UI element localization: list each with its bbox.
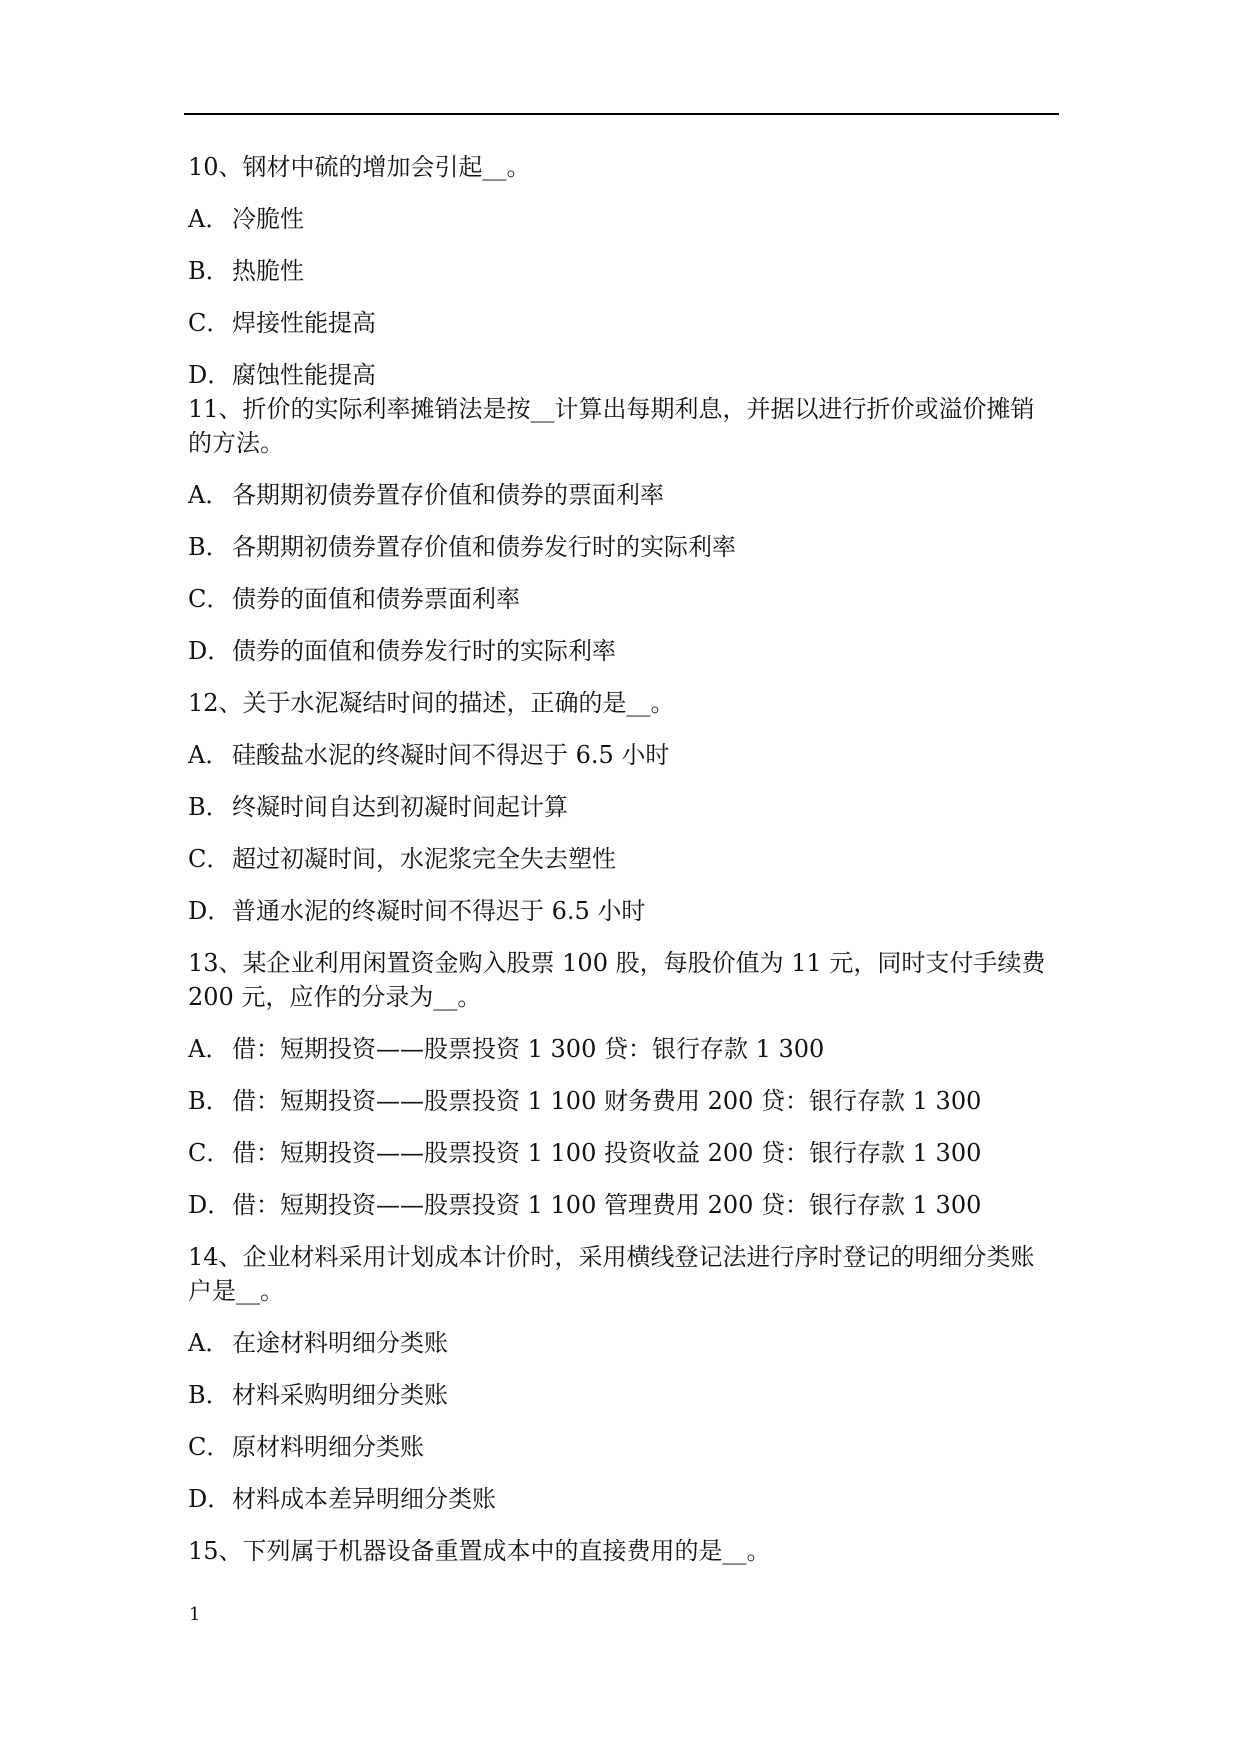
question-11-stem: 11、折价的实际利率摊销法是按__计算出每期利息，并据以进行折价或溢价摊销的方法。 [188,395,1035,457]
option-13-a [188,1032,1058,1066]
option-letter: D． [188,361,232,389]
option-text: 债券的面值和债券发行时的实际利率 [232,637,616,665]
question-13-stem: 13、某企业利用闲置资金购入股票 100 股，每股价值为 11 元，同时支付手续费 200 元，应作的分录为__。 [188,949,1046,1011]
option-12-d [188,894,1058,928]
option-11-c [188,582,1058,616]
option-letter: D． [188,897,232,925]
option-10-b [188,254,1058,288]
option-text: 借：短期投资——股票投资 1 100 投资收益 200 贷：银行存款 1 300 [232,1139,982,1167]
option-text: 材料采购明细分类账 [232,1381,448,1409]
option-letter: C． [188,845,231,873]
option-letter: B． [188,257,230,285]
page-number: 1 [189,1604,201,1625]
option-text: 在途材料明细分类账 [232,1329,448,1357]
option-14-c [188,1430,1058,1464]
option-letter: B． [188,793,230,821]
option-text: 借：短期投资——股票投资 1 100 管理费用 200 贷：银行存款 1 300 [232,1191,982,1219]
option-letter: C． [188,1139,231,1167]
question-14-stem: 14、企业材料采用计划成本计价时，采用横线登记法进行序时登记的明细分类账户是__。 [188,1243,1035,1305]
option-text: 硅酸盐水泥的终凝时间不得迟于 6.5 小时 [232,741,670,769]
option-12-a [188,738,1058,772]
option-14-a [188,1326,1058,1360]
option-14-b [188,1378,1058,1412]
option-text: 冷脆性 [232,205,304,233]
option-text: 债券的面值和债券票面利率 [232,585,520,613]
option-text: 原材料明细分类账 [232,1433,424,1461]
option-text: 材料成本差异明细分类账 [232,1485,496,1513]
option-letter: C． [188,1433,231,1461]
option-text: 超过初凝时间，水泥浆完全失去塑性 [232,845,616,873]
option-12-b [188,790,1058,824]
option-letter: B． [188,533,230,561]
option-letter: A． [188,481,230,509]
option-letter: B． [188,1381,230,1409]
option-letter: D． [188,1485,232,1513]
option-13-b [188,1084,1058,1118]
option-text: 各期期初债券置存价值和债券发行时的实际利率 [232,533,736,561]
option-text: 热脆性 [232,257,304,285]
option-10-a [188,202,1058,236]
document-body [188,150,1058,1586]
option-12-c [188,842,1058,876]
option-text: 借：短期投资——股票投资 1 100 财务费用 200 贷：银行存款 1 300 [232,1087,982,1115]
option-13-c [188,1136,1058,1170]
option-11-a [188,478,1058,512]
option-letter: D． [188,637,232,665]
question-10-stem: 10、钢材中硫的增加会引起__。 [188,153,531,181]
option-10-c [188,306,1058,340]
option-11-d [188,634,1058,668]
option-text: 普通水泥的终凝时间不得迟于 6.5 小时 [232,897,646,925]
option-letter: A． [188,741,230,769]
option-11-b [188,530,1058,564]
option-letter: D． [188,1191,232,1219]
option-letter: B． [188,1087,230,1115]
option-letter: A． [188,1329,230,1357]
option-letter: C． [188,309,231,337]
option-text: 腐蚀性能提高 [232,361,376,389]
option-letter: C． [188,585,231,613]
question-12-stem: 12、关于水泥凝结时间的描述，正确的是__。 [188,689,675,717]
option-14-d [188,1482,1058,1516]
question-15-stem: 15、下列属于机器设备重置成本中的直接费用的是__。 [188,1537,771,1565]
option-letter: A． [188,205,230,233]
option-text: 各期期初债券置存价值和债券的票面利率 [232,481,664,509]
option-10-d [188,358,1058,392]
option-text: 借：短期投资——股票投资 1 300 贷：银行存款 1 300 [232,1035,825,1063]
option-text: 焊接性能提高 [232,309,376,337]
header-rule [184,113,1059,115]
option-13-d [188,1188,1058,1222]
option-letter: A． [188,1035,230,1063]
option-text: 终凝时间自达到初凝时间起计算 [232,793,568,821]
